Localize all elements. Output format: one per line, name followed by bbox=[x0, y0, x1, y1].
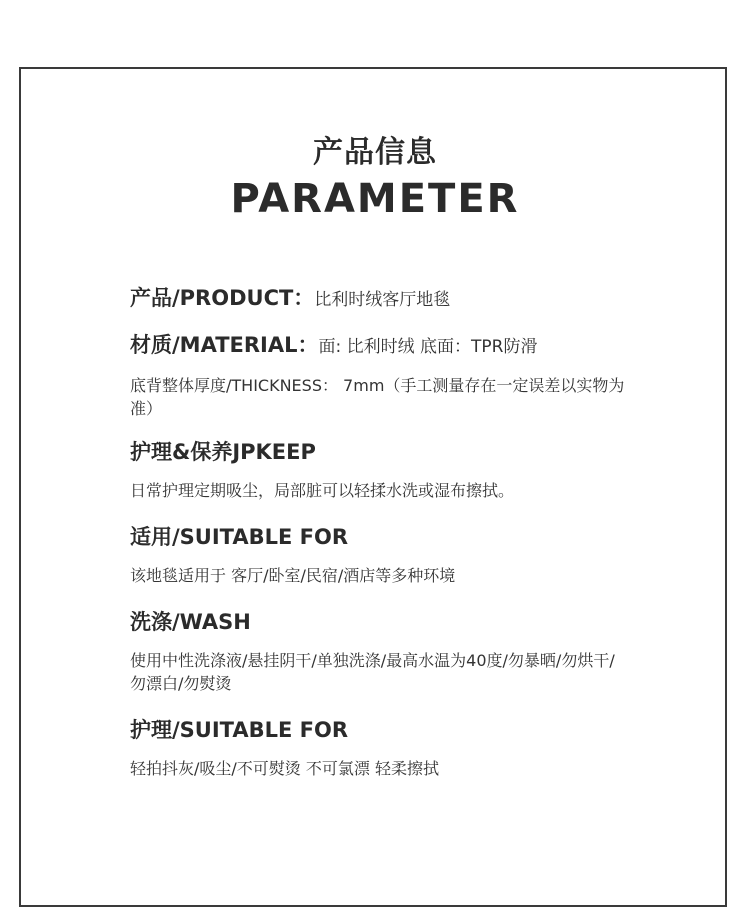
care-text: 轻拍抖灰/吸尘/不可熨烫 不可氯漂 轻柔擦拭 bbox=[130, 759, 439, 778]
thickness-text: 底背整体厚度/THICKNESS： 7mm（手工测量存在一定误差以实物为准） bbox=[130, 376, 625, 418]
care-keep-text: 日常护理定期吸尘，局部脏可以轻揉水洗或湿布擦拭。 bbox=[130, 481, 515, 500]
material-row bbox=[130, 327, 630, 365]
page-title-en: PARAMETER bbox=[230, 176, 520, 222]
wash-text: 使用中性洗涤液/悬挂阴干/单独洗涤/最高水温为40度/勿暴晒/勿烘干/勿漂白/勿熨烫 bbox=[130, 651, 615, 693]
care-heading: 护理/SUITABLE FOR bbox=[130, 718, 349, 742]
material-value: 面: 比利时绒 底面：TPR防滑 bbox=[318, 337, 538, 357]
material-label: 材质/MATERIAL： bbox=[130, 333, 319, 357]
product-row bbox=[130, 280, 630, 318]
parameter-list bbox=[130, 280, 630, 780]
wash-heading: 洗涤/WASH bbox=[130, 610, 251, 634]
product-value: 比利时绒客厅地毯 bbox=[314, 290, 451, 310]
product-label: 产品/PRODUCT： bbox=[130, 286, 315, 310]
suitable-heading: 适用/SUITABLE FOR bbox=[130, 525, 349, 549]
care-keep-heading: 护理&保养JPKEEP bbox=[130, 440, 316, 464]
suitable-text: 该地毯适用于 客厅/卧室/民宿/酒店等多种环境 bbox=[130, 566, 456, 585]
page-title-cn: 产品信息 bbox=[313, 135, 437, 170]
